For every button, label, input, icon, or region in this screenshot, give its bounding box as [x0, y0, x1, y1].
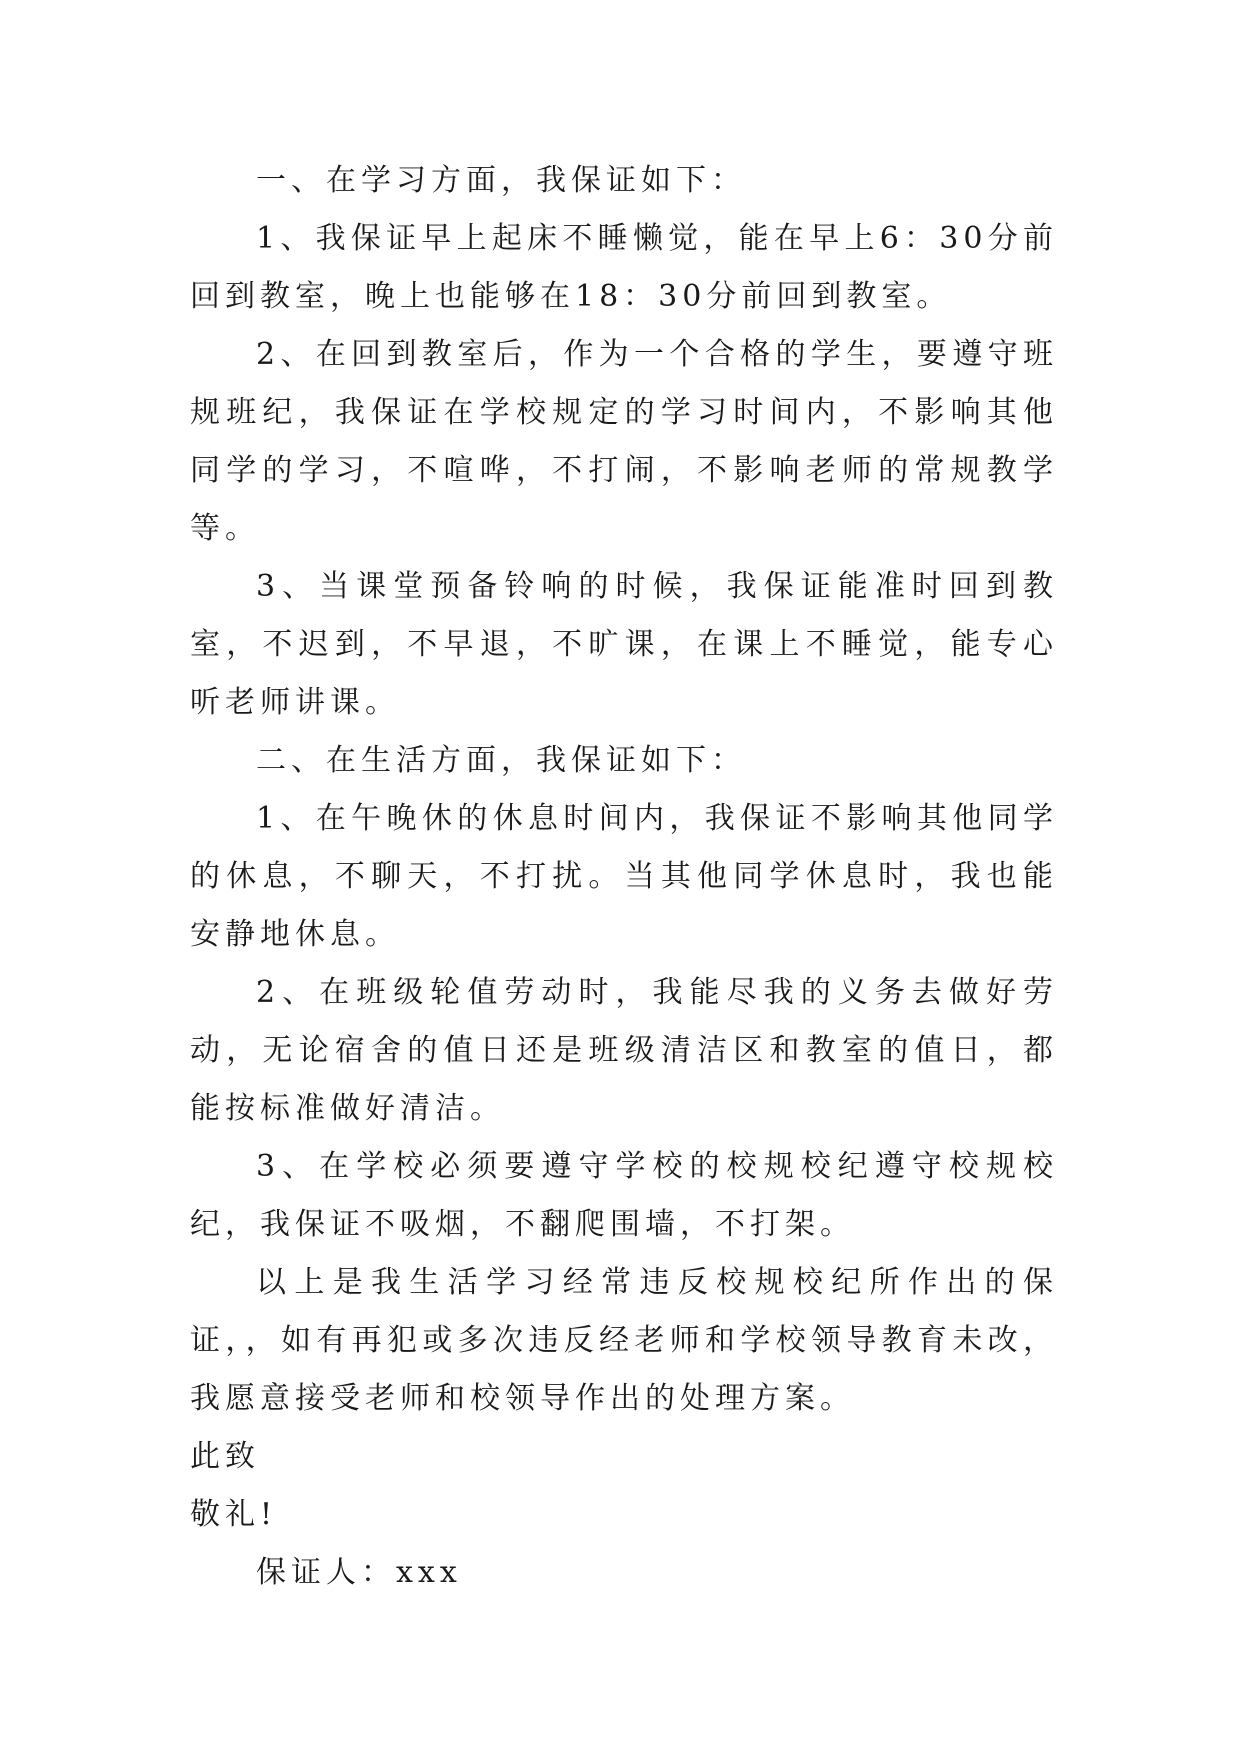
document-body — [190, 152, 1058, 1602]
conclusion-paragraph: 以上是我生活学习经常违反校规校纪所作出的保证，，如有再犯或多次违反经老师和学校领导教育未改，我愿意接受老师和校领导作出的处理方案。 — [190, 1265, 1058, 1416]
study-item-1: 1、我保证早上起床不睡懒觉，能在早上6：30分前回到教室，晚上也能够在18：30分前回到教室。 — [190, 221, 1058, 314]
section-heading-study: 一、在学习方面，我保证如下： — [256, 163, 746, 198]
life-item-1: 1、在午晚休的休息时间内，我保证不影响其他同学的休息，不聊天，不打扰。当其他同学休息时，我也能安静地休息。 — [190, 801, 1058, 952]
section-heading-life: 二、在生活方面，我保证如下： — [256, 743, 746, 778]
closing-regards: 敬礼! — [190, 1497, 278, 1532]
closing-salutation: 此致 — [190, 1439, 260, 1474]
study-item-2: 2、在回到教室后，作为一个合格的学生，要遵守班规班纪，我保证在学校规定的学习时间内，不影响其他同学的学习，不喧哗，不打闹，不影响老师的常规教学等。 — [190, 337, 1058, 546]
life-item-2: 2、在班级轮值劳动时，我能尽我的义务去做好劳动，无论宿舍的值日还是班级清洁区和教室的值日，都能按标准做好清洁。 — [190, 975, 1058, 1126]
signature-line: 保证人：xxx — [256, 1555, 462, 1590]
life-item-3: 3、在学校必须要遵守学校的校规校纪遵守校规校纪，我保证不吸烟，不翻爬围墙，不打架。 — [190, 1149, 1058, 1242]
study-item-3: 3、当课堂预备铃响的时候，我保证能准时回到教室，不迟到，不早退，不旷课，在课上不睡觉，能专心听老师讲课。 — [190, 569, 1058, 720]
